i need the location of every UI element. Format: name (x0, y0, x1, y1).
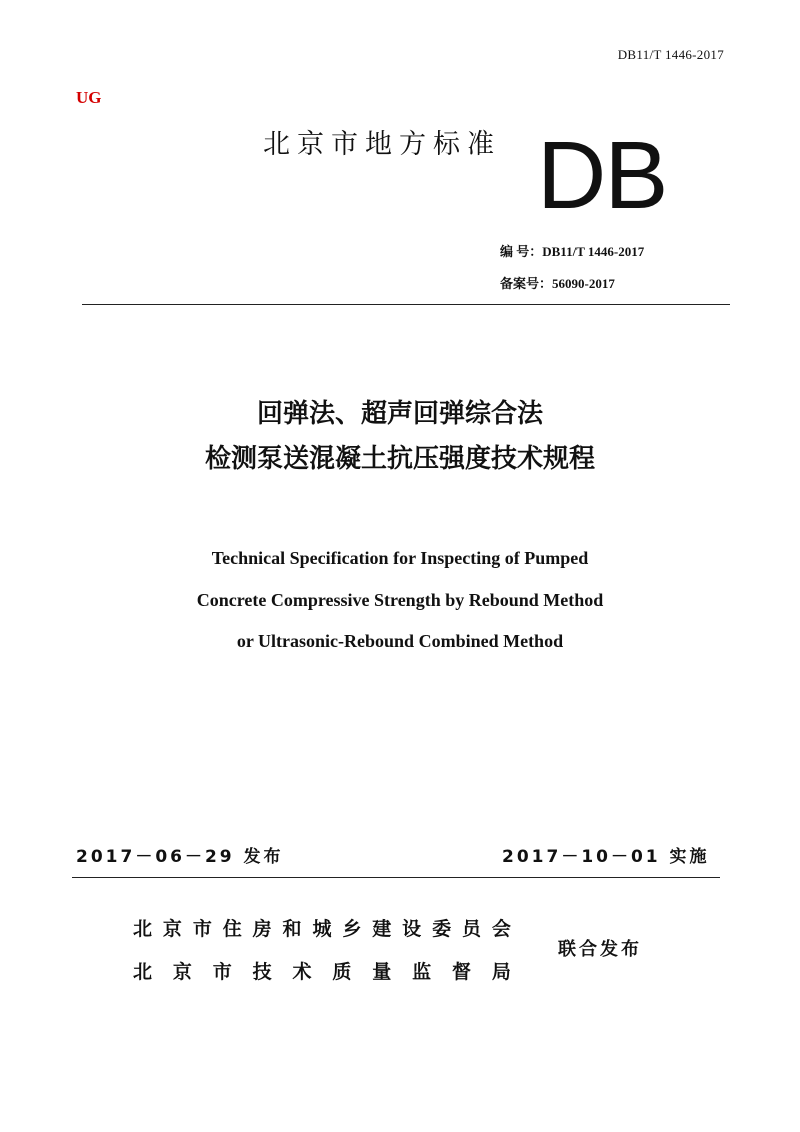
agency-char: 北 (133, 918, 153, 940)
agency-char: 住 (222, 918, 242, 940)
issue-date: 2017－06－29 发布 (76, 847, 284, 867)
agency-char: 和 (282, 918, 302, 940)
agency-char: 技 (252, 961, 272, 983)
agency-char: 市 (192, 918, 212, 940)
agency-char: 京 (162, 918, 182, 940)
db-logo: DB (537, 122, 667, 229)
agency-char: 京 (172, 961, 192, 983)
cn-title-line-2: 检测泵送混凝土抗压强度技术规程 (204, 444, 595, 474)
record-number: 备案号：56090-2017 (500, 276, 615, 291)
top-divider (82, 304, 730, 305)
en-title-line-2: Concrete Compressive Strength by Rebound Method (196, 590, 604, 610)
bottom-divider (72, 877, 720, 878)
agency-char: 员 (461, 918, 481, 940)
agency-char: 量 (372, 961, 392, 983)
agency-char: 局 (491, 961, 511, 983)
en-title-line-3: or Ultrasonic-Rebound Combined Method (236, 631, 564, 651)
en-title-line-1: Technical Specification for Inspecting of Pumped (211, 548, 589, 568)
agency-char: 委 (432, 918, 452, 940)
standard-number: 编 号：DB11/T 1446-2017 (500, 244, 645, 259)
agency-char: 督 (452, 961, 472, 983)
agency-char: 设 (402, 918, 422, 940)
standard-title: 北京市地方标准 (263, 129, 501, 160)
agency-char: 房 (252, 918, 272, 940)
agency-char: 市 (212, 961, 232, 983)
standard-code: DB11/T 1446-2017 (617, 47, 724, 62)
cn-title-line-1: 回弹法、超声回弹综合法 (256, 399, 543, 429)
agency-char: 北 (133, 961, 153, 983)
issuing-agency-housing (133, 914, 511, 941)
agency-char: 乡 (342, 918, 362, 940)
implementation-date: 2017－10－01 实施 (502, 847, 710, 867)
agency-char: 监 (412, 961, 432, 983)
issuing-agency-quality (133, 957, 511, 984)
joint-release: 联合发布 (558, 939, 642, 960)
agency-char: 城 (312, 918, 332, 940)
agency-char: 会 (491, 918, 511, 940)
ug-mark: UG (76, 88, 102, 107)
agency-char: 术 (292, 961, 312, 983)
agency-char: 建 (372, 918, 392, 940)
agency-char: 质 (332, 961, 352, 983)
